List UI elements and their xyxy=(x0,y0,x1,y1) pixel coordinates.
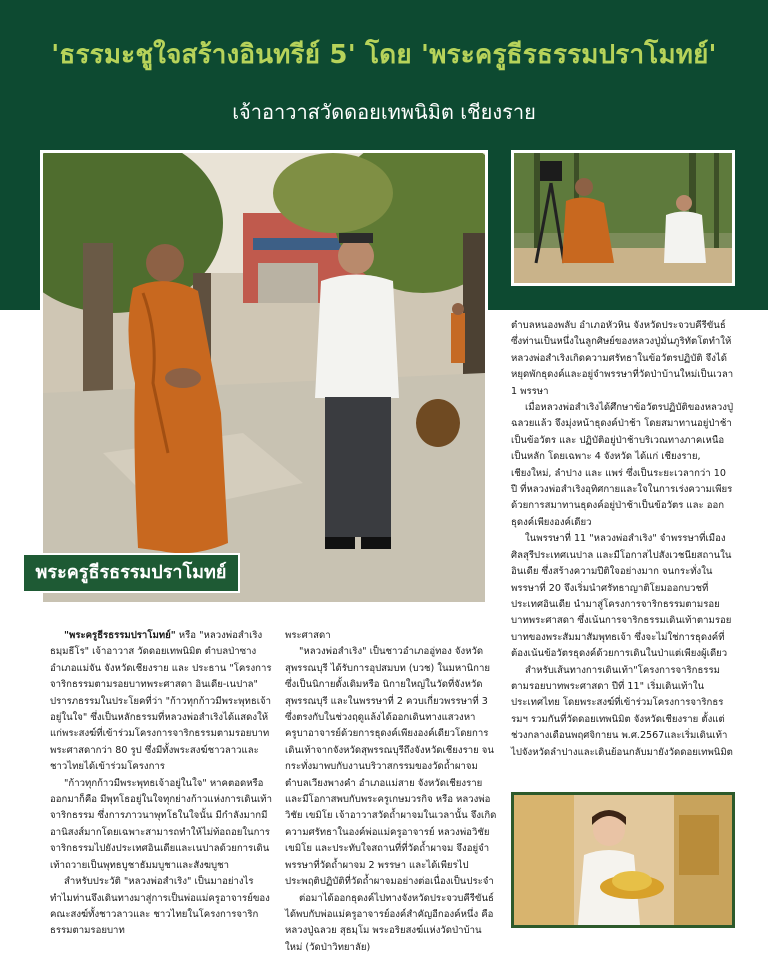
interview-photo xyxy=(511,150,735,286)
article-paragraph: ต่อมาได้ออกธุดงค์ไปทางจังหวัดประจวบคีรีขันธ์ ได้พบกับพ่อแม่ครูอาจารย์องค์สำคัญอีกองค์หนึ่ง คือ หลวงปู่ฉลวย สุธมฺโม พระอริยสงฆ์แห่งวัดป่าบ้านใหม่ (วัดป่าวิทยาลัย) xyxy=(285,892,494,953)
photo-caption: พระครูธีรธรรมปราโมทย์ xyxy=(22,553,240,593)
lead-name: "พระครูธีรธรรมปราโมทย์" xyxy=(64,630,176,641)
article-paragraph: สำหรับเส้นทางการเดินเท้า"โครงการจาริกธรรมตามรอยบาทพระศาสดา ปีที่ 11" เริ่มเดินเท้าในประเทศไทย โดยพระสงฆ์ที่เข้าร่วมโครงการจาริกธรรมฯ รวมกันที่วัดดอยเทพนิมิต จังหวัดเชียงราย ตั้งแต่ช่วงกลางเดือนพฤศจิกายน พ.ศ.2567และเริ่มเดินเท้าไปจังหวัดลำปางและเดินย้อนกลับมายังวัดดอยเทพนิมิต xyxy=(511,664,733,758)
article-paragraph: "ก้าวทุกก้าวมีพระพุทธเจ้าอยู่ในใจ" หาคตอดหรือออกมาก็คือ มีพุทโธอยู่ในใจทุกย่างก้าวแห่งการเดินเท้าจาริกธรรม ซึ่งการภาวนาพุทโธในใจนั้น มีกำลังมากมีอานิสงส์มากโดยเฉพาะสามารถทำให้ไม่ท้อถอยในการจาริกธรรมไปยังประเทศอินเดียและเนปาลด้วยการเดินเท้าถวายเป็นพุทธบูชาธัมมบูชาและสังฆบูชา xyxy=(50,777,273,871)
article-paragraph: เมื่อหลวงพ่อสำเริงได้ศึกษาข้อวัตรปฏิบัติของหลวงปู่ฉลวยแล้ว จึงมุ่งหน้าธุดงค์ป่าช้า โดยสมาทานอยู่ป่าช้าเป็นข้อวัตร และ ปฏิบัติอยู่ป่าช้าบริเวณทางภาคเหนือเป็นหลัก โดยเฉพาะ 4 จังหวัด ได้แก่ เชียงราย, เชียงใหม่, ลำปาง และ แพร่ ซึ่งเป็นระยะเวลากว่า 10 ปี ที่หลวงพ่อสำเริงอุทิศกายและใจในการเร่งความเพียรด้วยการสมาทานธุดงค์อยู่ป่าช้าเป็นข้อวัตร และ ออกธุดงค์เพียงองค์เดียว xyxy=(511,402,734,528)
article-paragraph: พระศาสดา xyxy=(285,630,331,641)
article-paragraph xyxy=(50,628,275,776)
article-column-1 xyxy=(50,628,275,940)
article-paragraph: "หลวงพ่อสำเริง" เป็นชาวอำเภออู่ทอง จังหวัดสุพรรณบุรี ได้รับการอุปสมบท (บวช) ในมหานิกาย ซึ่งเป็นนิกายดั้งเดิมหรือ นิกายใหญ่ในวัดที่จังหวัดสุพรรณบุรี และในพรรษาที่ 2 ควบเกี่ยวพรรษาที่ 3 ซึ่งตรงกับในช่วงฤดูแล้งได้ออกเดินทางแสวงหาครูบาอาจารย์ด้วยการธุดงค์เพียงองค์เดียวโดยการเดินเท้าจากจังหวัดสุพรรณบุรีถึงจังหวัดเชียงราย จนกระทั่งมาพบกับงานบริวาสกรรมของวัดถ้ำผาจม ตำบลเวียงพางคำ อำเภอแม่สาย จังหวัดเชียงราย และมีโอกาสพบกับพระครูเกษมวรกิจ หรือ หลวงพ่อวิชัย เขมิโย เจ้าอาวาสวัดถ้ำผาจมในเวลานั้น จึงเกิดความศรัทธาในองค์พ่อแม่ครูอาจารย์ หลวงพ่อวิชัย เขมิโย และประทับใจสถานที่ที่วัดถ้ำผาจม จึงอยู่จำพรรษาที่วัดถ้ำผาจม 2 พรรษา และได้เพียรไปประพฤติปฏิบัติที่วัดถ้ำผาจมอย่างต่อเนื่องเป็นประจำ xyxy=(285,646,497,888)
article-column-3 xyxy=(511,318,735,761)
article-column-2 xyxy=(285,628,497,956)
article-paragraph: ตำบลหนองพลับ อำเภอหัวหิน จังหวัดประจวบคีรีขันธ์ ซึ่งท่านเป็นหนึ่งในลูกศิษย์ของหลวงปู่มั่นภูริทัตโตทำให้หลวงพ่อสำเริงเกิดความศรัทธาในข้อวัตรปฏิบัติ จึงได้หยุดพักธุดงค์และอยู่จำพรรษาที่วัดป่าบ้านใหม่เป็นเวลา 1 พรรษา xyxy=(511,320,734,397)
subheadline: เจ้าอาวาสวัดดอยเทพนิมิต เชียงราย xyxy=(232,100,536,124)
main-photo xyxy=(40,150,488,605)
article-paragraph: ในพรรษาที่ 11 "หลวงพ่อสำเริง" จำพรรษาที่เมืองศิลสุรีประเทศเนปาล และมีโอกาสไปสังเวชนียสถานในอินเดีย ซึ่งสร้างความปีติใจอย่างมาก จนกระทั่งในพรรษาที่ 20 จึงเริ่มนำศรัทธาญาติโยมออกบวชที่ประเทศอินเดีย นำมาสู่โครงการจาริกธรรมตามรอยบาทพระศาสดา ซึ่งเน้นการจาริกธรรมเดินเท้าตามรอยบาทของพระสัมมาสัมพุทธเจ้า ซึ่งจะไม่ใช่การธุดงค์ที่ต้องเน้นข้อวัตรธุดงค์ด้วยการเดินในป่าแต่เพียงผู้เดียว xyxy=(511,533,732,660)
headline: 'ธรรมะชูใจสร้างอินทรีย์ 5' โดย 'พระครูธีรธรรมปราโมทย์' xyxy=(51,40,717,70)
offering-photo xyxy=(511,792,735,928)
lead-text: หรือ "หลวงพ่อสำเริง ธมฺมธีโร" เจ้าอาวาส วัดดอยเทพนิมิต ตำบลป่าซาง อำเภอแม่จัน จังหวัดเชียงราย และ ประธาน "โครงการจาริกธรรมตามรอยบาทพระศาสดา อินเดีย-เนปาล" ปรารภธรรมในประโยคที่ว่า "ก้าวทุกก้าวมีพระพุทธเจ้าอยู่ในใจ" ซึ่งเป็นหลักธรรมที่หลวงพ่อสำเริงได้แสดงให้แก่พระสงฆ์ที่เข้าร่วมโครงการจาริกธรรมตามรอยบาทพระศาสดากว่า 80 รูป ซึ่งมีทั้งพระสงฆ์ชาวลาวและชาวไทยได้เข้าร่วมโครงการ xyxy=(50,630,272,773)
article-paragraph: สำหรับประวัติ "หลวงพ่อสำเริง" เป็นมาอย่างไร ทำไมท่านจึงเดินทางมาสู่การเป็นพ่อแม่ครูอาจารย์ของคณะสงฆ์ทั้งชาวลาวและ ชาวไทยในโครงการจาริกธรรมตามรอยบาท xyxy=(50,876,270,937)
